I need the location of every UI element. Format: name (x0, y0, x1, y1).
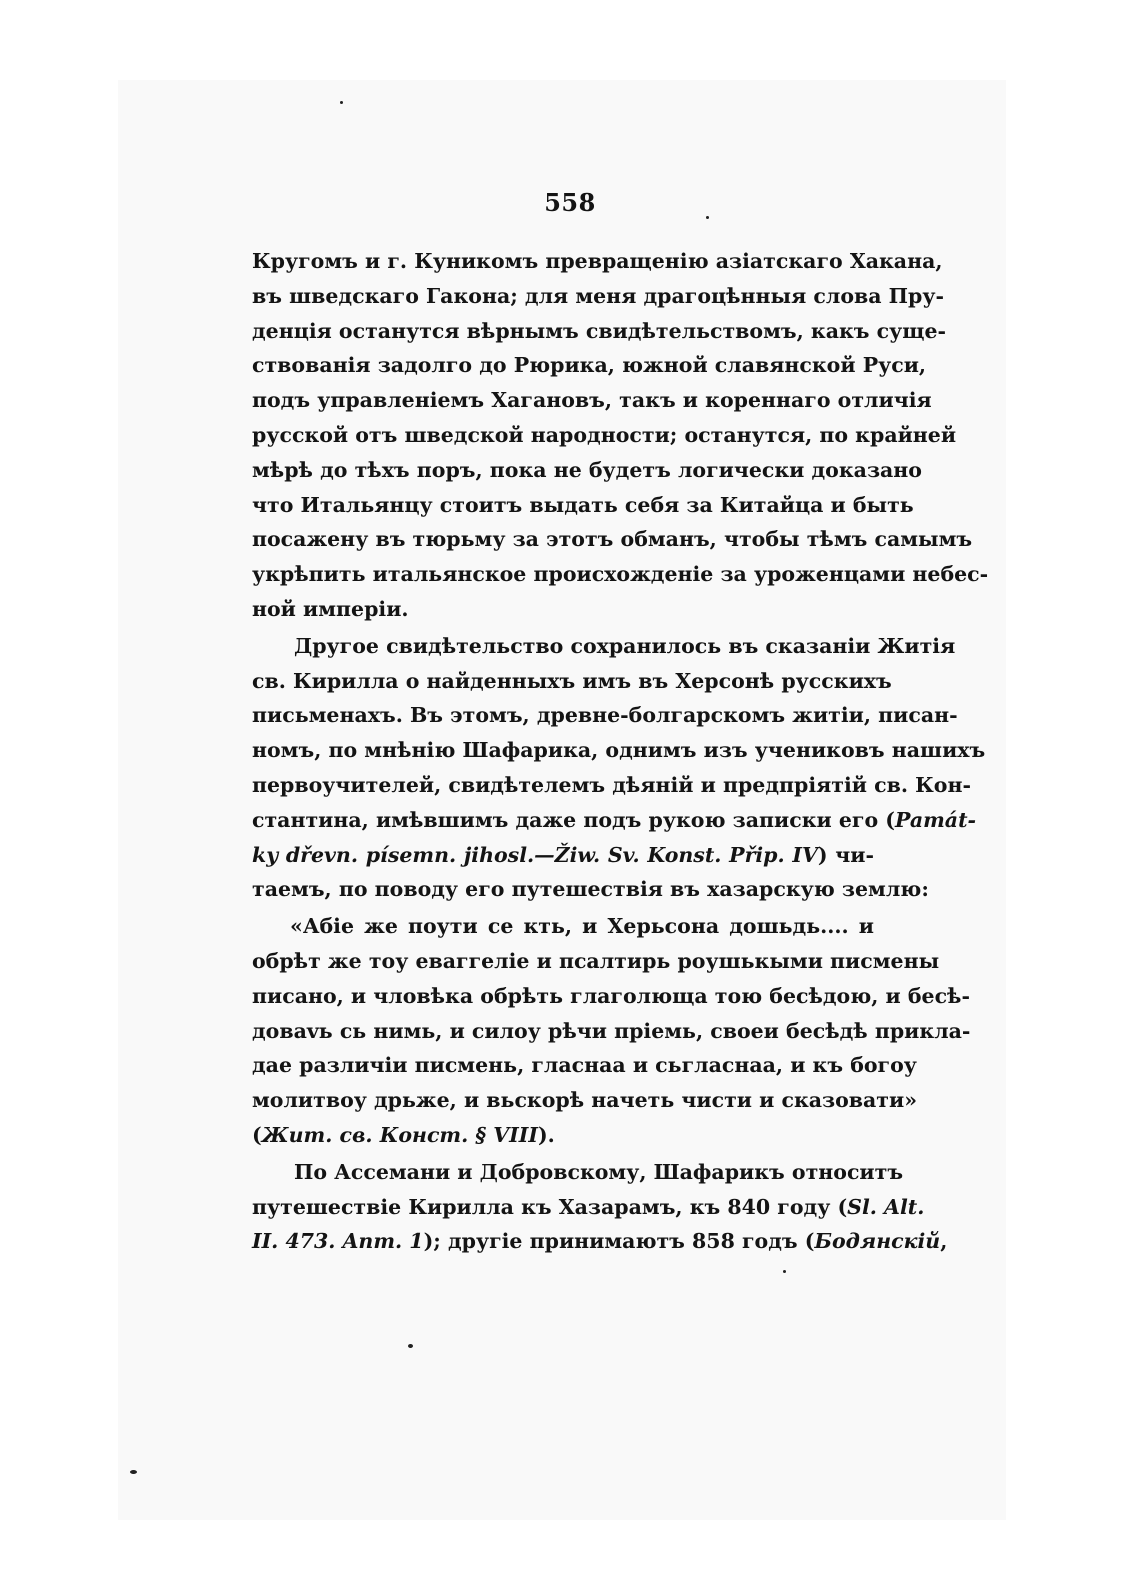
text-line: писано, и чловѣка обрѣть глаголюща тою бесѣдою, и бесѣ- (252, 983, 970, 1008)
text-line (252, 838, 874, 873)
text-line: укрѣпить итальянское происхожденіе за уроженцами небес- (252, 562, 989, 587)
citation-italic: II. 473. Anm. 1 (252, 1229, 424, 1254)
text-line: русской отъ шведской народности; останутся, по крайней (252, 422, 957, 447)
text-run: , (940, 1229, 948, 1254)
scan-speck (706, 216, 709, 219)
body-text (252, 244, 989, 1259)
scan-speck (340, 101, 343, 104)
text-line: ной имперіи. (252, 596, 409, 621)
text-run: ( (252, 1122, 262, 1147)
text-line: посажену въ тюрьму за этотъ обманъ, чтобы тѣмъ самымъ (252, 527, 973, 552)
text-line: что Итальянцу стоитъ выдать себя за Китайца и быть (252, 492, 914, 517)
text-line (252, 1118, 874, 1153)
paragraph (252, 629, 986, 907)
text-run: ). (537, 1122, 555, 1147)
text-line: подъ управленіемъ Хагановъ, такъ и кореннаго отличія (252, 388, 932, 413)
text-line: номъ, по мнѣнію Шафарика, однимъ изъ учениковъ нашихъ (252, 738, 986, 763)
text-line: молитвоу дрьже, и вьскорѣ начеть чисти и сказовати» (252, 1088, 918, 1113)
text-line: денція останутся вѣрнымъ свидѣтельствомъ, какъ суще- (252, 318, 946, 343)
page-number: 558 (544, 188, 596, 217)
text-line: мѣрѣ до тѣхъ поръ, пока не будетъ логически доказано (252, 457, 922, 482)
citation-italic: Sl. Alt. (847, 1194, 925, 1219)
text-line: таемъ, по поводу его путешествія въ хазарскую землю: (252, 877, 929, 902)
text-line: св. Кирилла о найденныхъ имъ въ Херсонѣ русскихъ (252, 668, 892, 693)
citation-italic: ky dřevn. písemn. jihosl.—Žiw. Sv. Konst. Přip. IV (252, 842, 818, 867)
text-line: первоучителей, свидѣтелемъ дѣяній и предпріятій св. Кон- (252, 772, 971, 797)
text-run: путешествіе Кирилла къ Хазарамъ, къ 840 году ( (252, 1194, 848, 1219)
text-run: стантина, имѣвшимъ даже подъ рукою записки его ( (252, 807, 895, 832)
paragraph (252, 244, 989, 627)
scan-speck (783, 1270, 786, 1273)
text-line: доваvь сь нимь, и силоу рѣчи пріемь, своеи бесѣдѣ прикла- (252, 1018, 971, 1043)
scan-speck (408, 1344, 413, 1348)
citation-italic: Památ- (894, 807, 977, 832)
scan-speck (130, 1470, 137, 1474)
text-line (252, 1190, 925, 1225)
text-line (252, 1224, 948, 1259)
text-line: письменахъ. Въ этомъ, древне-болгарскомъ житіи, писан- (252, 703, 958, 728)
text-line: По Ассемани и Добровскому, Шафарикъ относитъ (294, 1159, 904, 1184)
text-line: въ шведскаго Гакона; для меня драгоцѣнныя слова Пру- (252, 283, 944, 308)
text-line: ствованія задолго до Рюрика, южной славянской Руси, (252, 353, 927, 378)
text-line: обрѣт же тоу еваггеліе и псалтирь роушькыми писмены (252, 948, 940, 973)
text-line: «Абіе же поути се кть, и Херьсона дошьдь.... и (290, 914, 874, 939)
text-line: Кругомъ и г. Куникомъ превращенію азіатскаго Хакана, (252, 249, 943, 273)
text-run: ) чи- (817, 842, 875, 867)
text-line: дае различіи писмень, гласнаа и сьгласнаа, и къ богоу (252, 1053, 917, 1078)
text-run: ); другіе принимаютъ 858 годъ ( (423, 1229, 815, 1254)
citation-italic: Бодянскій (814, 1229, 941, 1254)
text-line (252, 803, 977, 838)
citation-italic: Жит. св. Конст. § VIII (261, 1122, 538, 1147)
paragraph (252, 1155, 948, 1259)
text-line: Другое свидѣтельство сохранилось въ сказаніи Житія (294, 633, 956, 658)
quotation (252, 909, 971, 1153)
